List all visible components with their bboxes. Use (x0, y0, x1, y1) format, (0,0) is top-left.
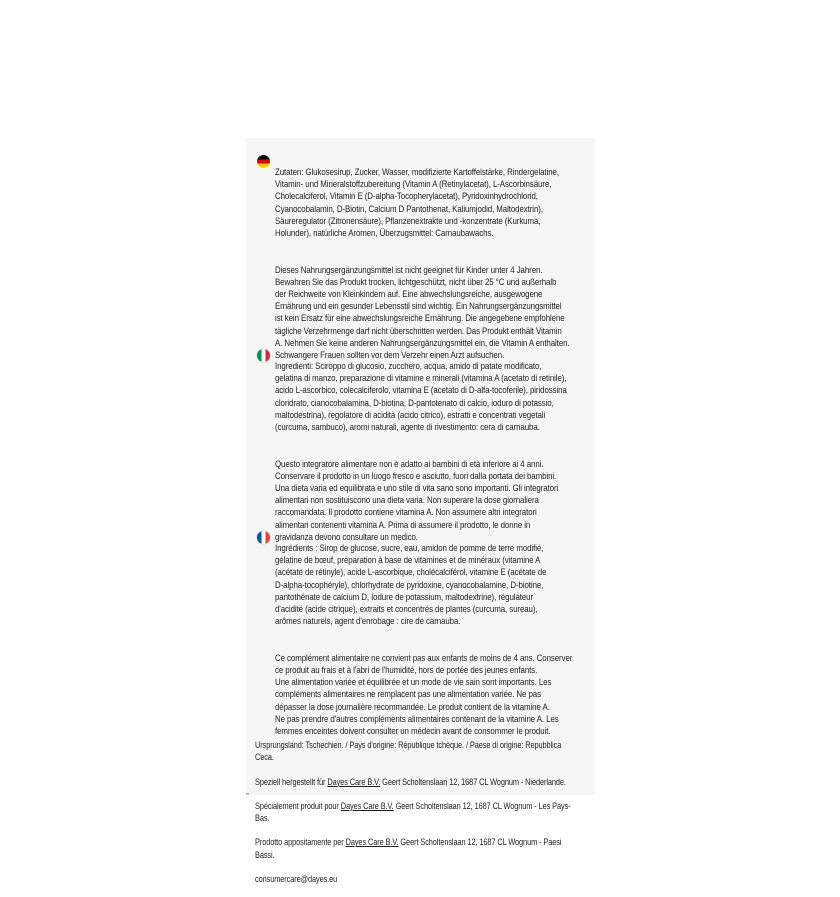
country-of-origin: Ursprungsland: Tschechien. / Pays d'origine: République tchèque. / Paese di origine: Repubblica Ceca. (255, 740, 562, 763)
manufacturer-fr-company: Dayes Care B.V. (340, 800, 394, 811)
manufacturer-de (255, 776, 575, 788)
french-text (275, 530, 590, 749)
manufacturer-it-prefix: Prodotto appositamente per (255, 837, 346, 848)
german-ingredients: Zutaten: Glukosesirup, Zucker, Wasser, modifizierte Kartoffelstärke, Rindergelatine, Vitamin- und Mineralstoffzubereitung (Vitamin A (Retinylacetat), L-Ascorbinsäure, Cholecalciferol, Vitamin E (D-alpha-Tocopherylacetat), Pyridoxinhydrochlorid, Cyanocobalamin, D-Biotin, Calcium D Pantothenat, Kaliumjodid, Maltodextrin), Säureregulator (Zitronensäure), Pflanzenextrakte und -konzentrate (Kurkuma, Holunder), natürliche Aromen, Überzugsmittel: Carnaubawachs. (275, 167, 559, 238)
manufacturer-fr-address: Geert Scholtenslaan 12, 1687 CL Wognum - Les Pays-Bas. (255, 800, 571, 824)
italian-ingredients: Ingredienti: Sciroppo di glucosio, zucchero, acqua, amido di patate modificato, gelatina di manzo, preparazione di vitamine e minerali (vitamina A (acetato di retinile), acido L-ascorbico, colecalciferolo, vitamina E (acetato di D-alfa-tocoferile), piridossina cloridrato, cianocobalamina, D-biotina, D-pantotenato di calcio, ioduro di potassio, maltodestrina), regolatore di acidità (acido citrico), estratti e concentrati vegetali (curcuma, sambuco), aromi naturali, agente di rivestimento: cera di carnauba. (275, 361, 567, 432)
origin-info (255, 727, 575, 897)
germany-flag-icon (257, 155, 270, 168)
manufacturer-it (255, 836, 575, 860)
consumer-email: consumercare@dayes.eu (255, 873, 338, 884)
italian-text (275, 348, 590, 555)
manufacturer-it-address: Geert Scholtenslaan 12, 1687 CL Wognum - Paesi Bassi. (255, 837, 562, 860)
manufacturer-de-company: Dayes Care B.V. (327, 776, 381, 787)
manufacturer-fr-prefix: Spécialement produit pour (255, 800, 341, 811)
italian-warnings: Questo integratore alimentare non è adatto ai bambini di età inferiore ai 4 anni. Conservare il prodotto in un luogo fresco e asciutto, fuori dalla portata dei bambini. Una dieta varia ed equilibrata e uno stile di vita sano sono importanti. Gli integratori alimentari non sostituiscono una dieta varia. Non superare la dose giornaliera raccomandata. Il prodotto contiene vitamina A. Non assumere altri integratori alimentari contenenti vitamina A. Prima di assumere il prodotto, le donne in gravidanza devono consultare un medico. (275, 458, 559, 542)
manufacturer-it-company: Dayes Care B.V. (345, 837, 399, 848)
manufacturer-de-prefix: Speziell hergestellt für (255, 776, 328, 787)
french-ingredients: Ingrédients : Sirop de glucose, sucre, eau, amidon de pomme de terre modifié, gélatine de bœuf, préparation à base de vitamines et de minéraux (vitamine A (acétate de rétinyle), acide L-ascorbique, cholécalciférol, vitamine E (acétate de D-alpha-tocophéryle), chlorhydrate de pyridoxine, cyanocobalamine, D-biotine, pantothénate de calcium D, Iodure de potassium, maltodextrine), régulateur d'acidité (acide citrique), extraits et concentrés de plantes (curcuma, sureau), arômes naturels, agent d'enrobage : cire de carnauba. (275, 543, 547, 627)
corner-mark (246, 793, 249, 795)
german-text (275, 154, 590, 373)
product-label-panel (246, 138, 595, 884)
france-flag-icon (257, 531, 270, 544)
manufacturer-fr (255, 800, 575, 824)
manufacturer-de-address: Geert Scholtenslaan 12, 1687 CL Wognum - Niederlande. (380, 776, 566, 787)
italy-flag-icon (257, 349, 270, 362)
french-warnings: Ce complément alimentaire ne convient pas aux enfants de moins de 4 ans. Conserver ce produit au frais et à l'abri de l'humidité, hors de portée des jeunes enfants. Une alimentation variée et équilibrée et un mode de vie sain sont importants. Les compléments alimentaires ne remplacent pas une alimentation variée. Ne pas dépasser la dose journalière recommandée. Le produit contient de la vitamine A. Ne pas prendre d'autres compléments alimentaires contenant de la vitamine A. Les femmes enceintes doivent consulter un médecin avant de consommer le produit. (275, 652, 573, 736)
german-warnings: Dieses Nahrungsergänzungsmittel ist nicht geeignet für Kinder unter 4 Jahren. Bewahren Sie das Produkt trocken, lichtgeschützt, nicht über 25 °C und außerhalb der Reichweite von Kleinkindern auf. Eine abwechslungsreiche, ausgewogene Ernährung und ein gesunder Lebensstil sind wichtig. Ein Nahrungsergänzungsmittel ist kein Ersatz für eine abwechslungsreiche Ernährung. Die angegebene empfohlene tägliche Verzehrmenge darf nicht überschritten werden. Das Produkt enthält Vitamin A. Nehmen Sie keine anderen Nahrungsergänzungsmittel ein, die Vitamin A enthalten. Schwangere Frauen sollten vor dem Verzehr einen Arzt aufsuchen. (275, 264, 570, 360)
